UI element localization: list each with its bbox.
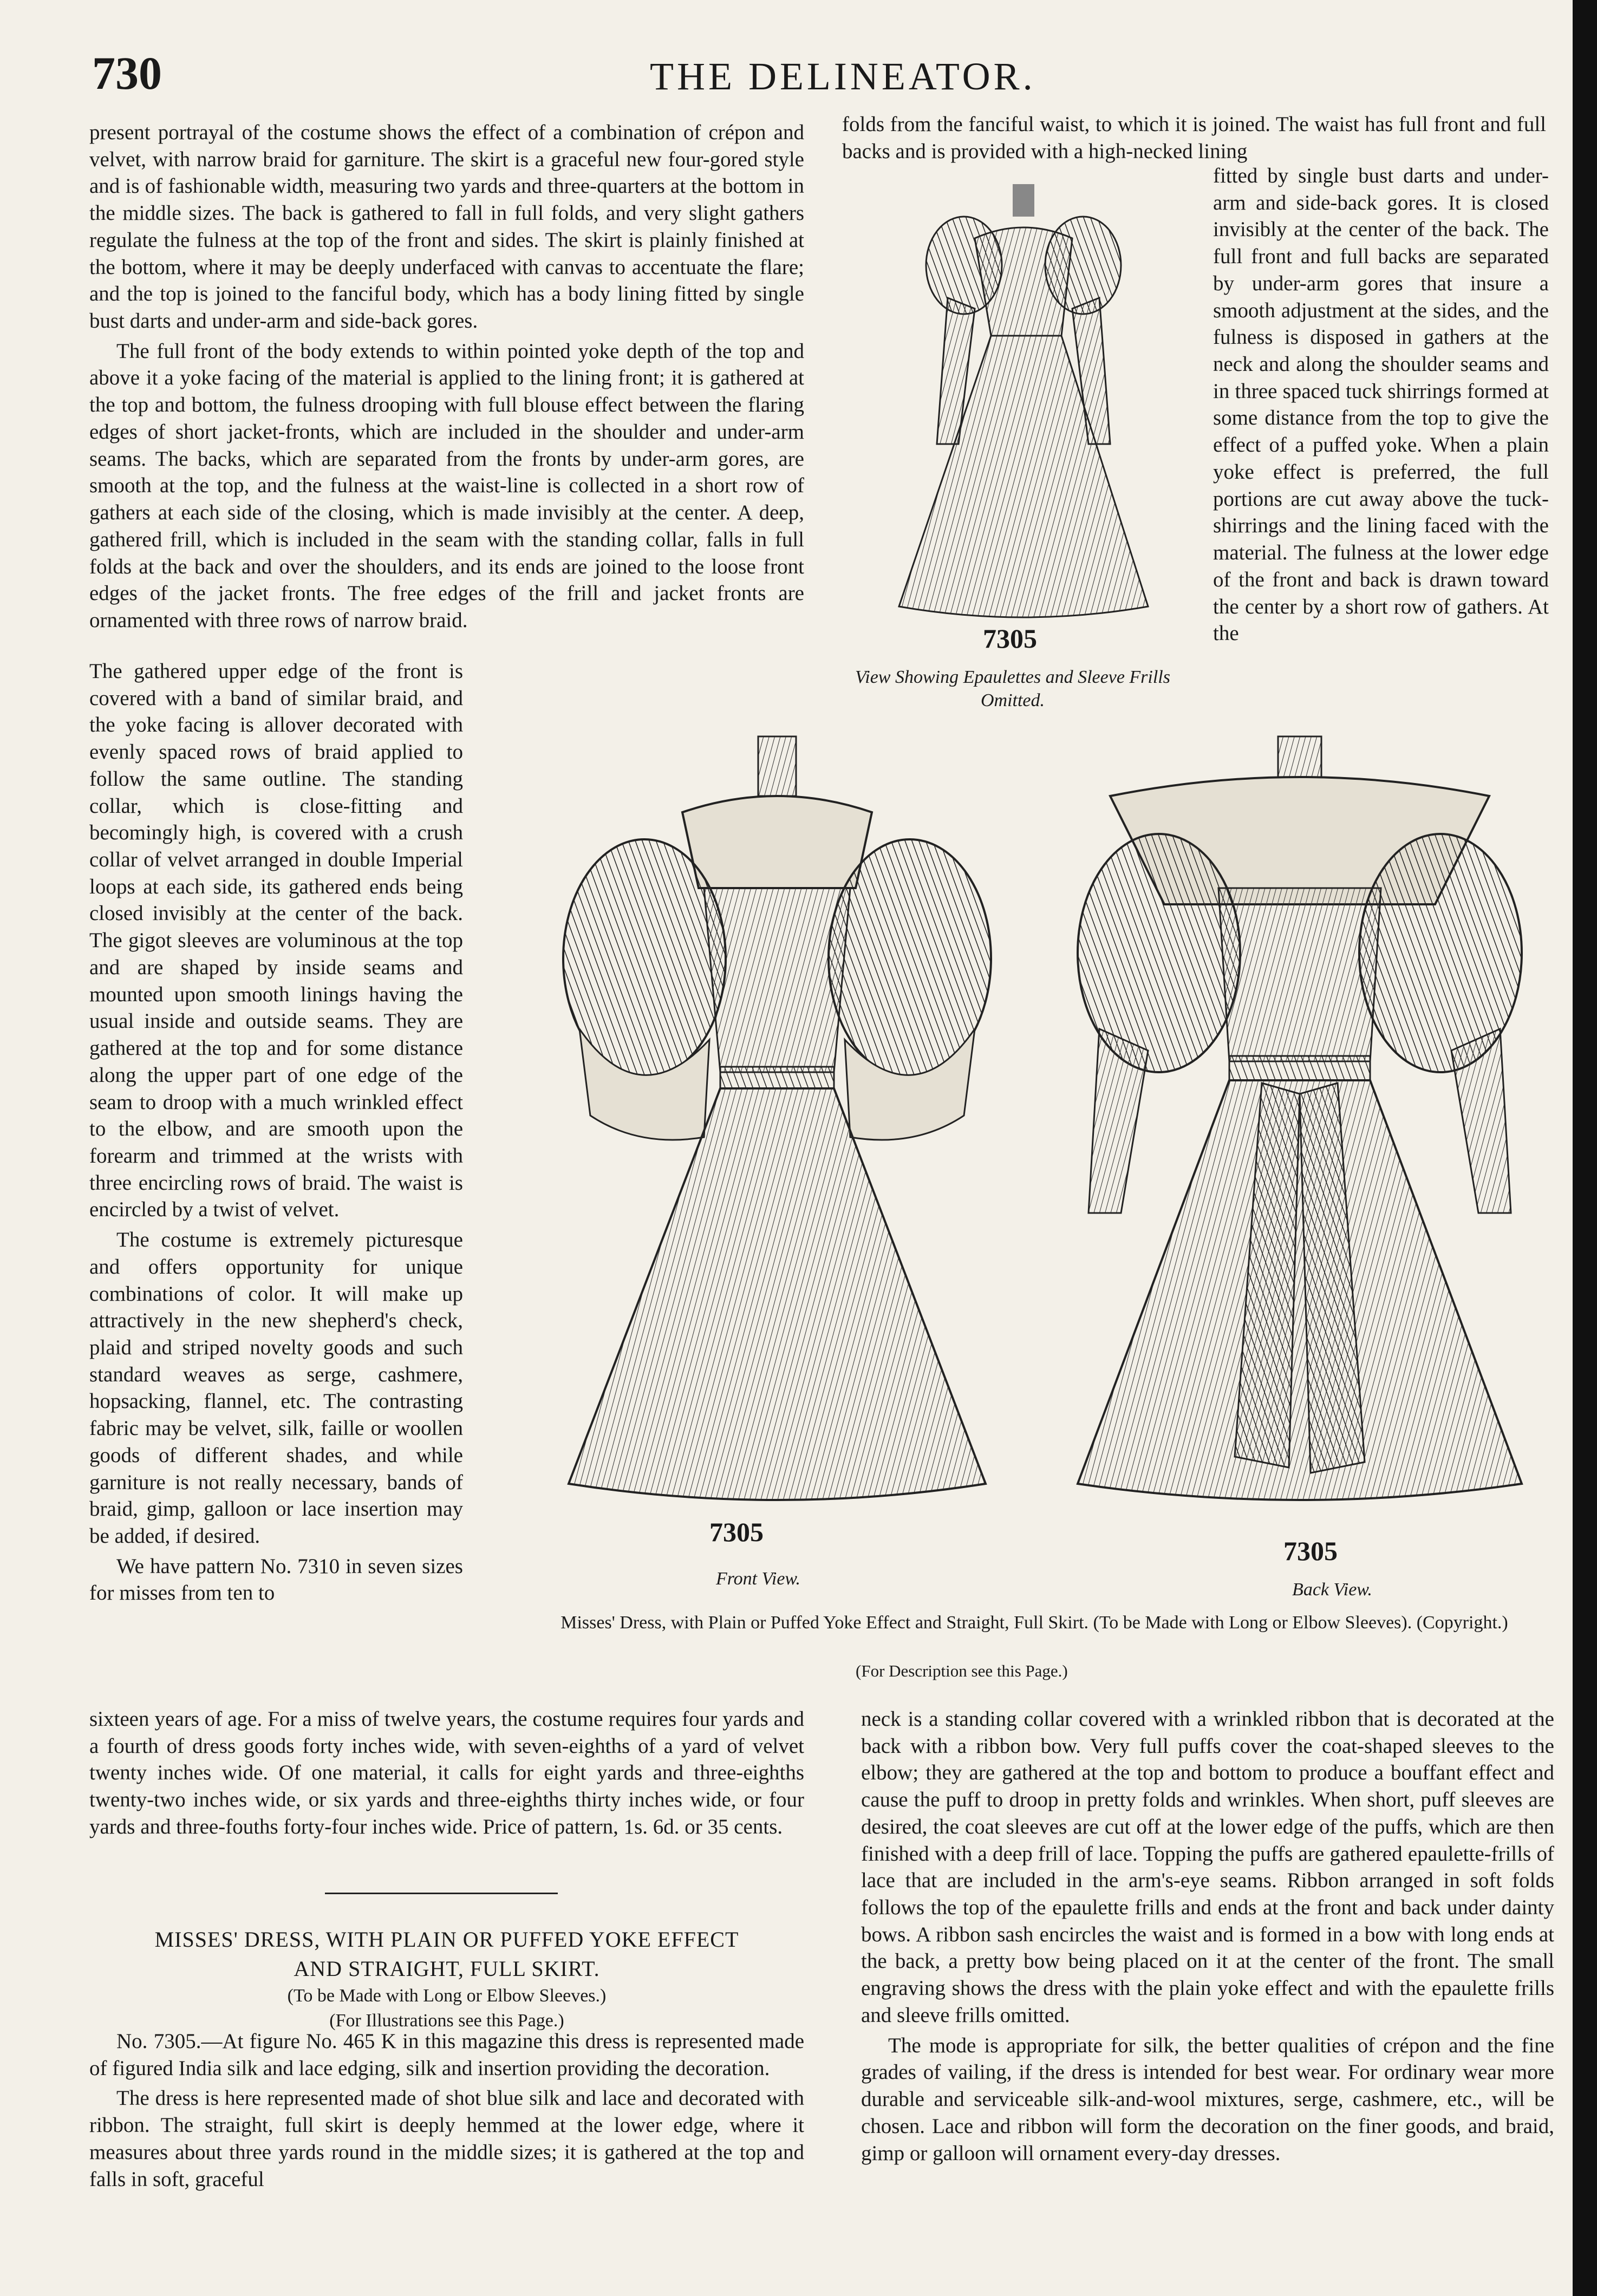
paragraph: neck is a standing collar covered with a wrinkled ribbon that is decorated at the back with a ribbon bow. Very full puffs cover the coat-shaped sleeves to the elbow; they are gathered at the top and bottom to produce a bouffant effect and cause the puff to droop in pretty folds and wrinkles. When short, puff sleeves are desired, the coat sleeves are cut off at the lower edge of the puffs, which are then finished with a deep frill of lace. Topping the puffs are gathered epaulette-frills of lace that are included in the arm's-eye seams. Ribbon arranged in soft folds follows the top of the epaulette frills and ends at the front and back under dainty bows. A ribbon sash encircles the waist and is formed in a bow with long ends at the back, a pretty bow being placed on it at the center of the front. The small engraving shows the dress with the plain yoke effect and with the epaulette frills and sleeve frills omitted. [861,1707,1554,2027]
back-view-illustration [1056,726,1543,1511]
paragraph: The mode is appropriate for silk, the better qualities of crépon and the fine grades of vailing, if the dress is intended for best wear. For ordinary wear more durable and serviceable silk-and-wool mixtures, serge, cashmere, etc., will be chosen. Lace and ribbon will form the decoration on the finer goods, and braid, gimp or galloon will ornament every-day dresses. [861,2033,1554,2165]
column-b-top [842,111,1546,168]
figure-title: Misses' Dress, with Plain or Puffed Yoke Effect and Straight, Full Skirt. (To be Made with Long or Elbow Sleeves). (Copyright.) [560,1613,1508,1633]
column-b-right [1213,162,1549,650]
paragraph: present portrayal of the costume shows the effect of a combination of crépon and velvet, with narrow braid for garniture. The skirt is a graceful new four-gored style and is of fashionable width, measuring two yards and three-quarters at the bottom in the middle sizes. The back is gathered to fall in full folds, and very slight gathers regulate the fulness at the top of the front and sides. The skirt is plainly finished at the bottom, where it may be deeply underfaced with canvas to accentuate the flare; and the top is joined to the fanciful body, which has a body lining fitted by single bust darts and under-arm and side-back gores. [89,121,804,333]
front-view-illustration [531,726,1018,1511]
section-heading [89,1925,804,2033]
section-divider [325,1893,558,1894]
paragraph: We have pattern No. 7310 in seven sizes for misses from ten to [89,1554,463,1605]
front-figure-number: 7305 [709,1517,764,1547]
small-figure-number: 7305 [983,623,1037,654]
back-figure-caption: Back View. [1292,1580,1372,1600]
column-a-section-body [89,2028,804,2196]
column-a-continued [89,1706,804,1844]
paragraph: The full front of the body extends to within pointed yoke depth of the top and above it a yoke facing of the material is applied to the lining front; it is gathered at the top and bottom, the fulness drooping with full blouse effect between the flaring edges of short jacket-fronts, which are included in the shoulder and under-arm seams. The backs, which are separated from the fronts by under-arm gores, are smooth at the top, and the fulness at the waist-line is collected in a short row of gathers at each side of the closing, which is made invisibly at the center. A deep, gathered frill, which is included in the seam with the standing collar, falls in full folds at the back and over the shoulders, and its ends are joined to the loose front edges of the jacket fronts. The free edges of the frill and jacket fronts are ornamented with three rows of narrow braid. [89,339,804,632]
paragraph: No. 7305.—At figure No. 465 K in this magazine this dress is represented made of figured India silk and lace edging, silk and insertion providing the decoration. [89,2030,804,2080]
paragraph: The gathered upper edge of the front is covered with a band of similar braid, and the yoke facing is allover decorated with evenly spaced rows of braid applied to follow the same outline. The standing collar, which is close-fitting and becomingly high, is covered with a crush collar of velvet arranged in double Imperial loops at each side, its gathered ends being closed invisibly at the center of the back. The gigot sleeves are voluminous at the top and are shaped by inside seams and mounted upon smooth linings having the usual inside and outside seams. They are gathered at the top and for some distance along the upper part of one edge of the seam to droop with a much wrinkled effect to the elbow, and are smooth upon the forearm and trimmed at the wrists with three encircling rows of braid. The waist is encircled by a twist of velvet. [89,660,463,1222]
column-narrow [89,658,463,1610]
paragraph: The costume is extremely picturesque and offers opportunity for unique combinations of color. It will make up attractively in the new shepherd's check, plaid and striped novelty goods and such standard weaves as serge, cashmere, hopsacking, flannel, etc. The contrasting fabric may be velvet, silk, faille or woollen goods of different shades, and while garniture is not really necessary, bands of braid, gimp, galloon or lace insertion may be added, if desired. [89,1228,463,1548]
back-figure-number: 7305 [1283,1536,1338,1566]
column-a-top [89,119,804,637]
running-title: THE DELINEATOR. [650,55,1036,98]
figure-reference: (For Description see this Page.) [856,1661,1068,1680]
paragraph: sixteen years of age. For a miss of twelve years, the costume requires four yards and a fourth of dress goods forty inches wide, with seven-eighths of a yard of velvet twenty inches wide. Of one material, it calls for eight yards and three-eighths twenty-two inches wide, or six yards and three-eighths thirty inches wide, or four yards and three-fouths forty-four inches wide. Price of pattern, 1s. 6d. or 35 cents. [89,1707,804,1838]
small-figure-caption: View Showing Epaulettes and Sleeve Frills Omitted. [855,667,1170,710]
heading-line-2: AND STRAIGHT, FULL SKIRT. [294,1956,600,1981]
paragraph: The dress is here represented made of shot blue silk and lace and decorated with ribbon. The straight, full skirt is deeply hemmed at the lower edge, where it measures about three yards round in the middle sizes; it is gathered at the top and falls in soft, graceful [89,2086,804,2191]
column-c [861,1706,1554,2170]
paragraph: folds from the fanciful waist, to which it is joined. The waist has full front and full backs and is provided with a high-necked lining [842,113,1546,163]
scan-edge-shadow [1573,0,1597,2296]
heading-ref: (For Illustrations see this Page.) [329,2010,564,2031]
front-figure-caption: Front View. [715,1569,801,1589]
page-number: 730 [92,47,162,99]
heading-line-1: MISSES' DRESS, WITH PLAIN OR PUFFED YOKE EFFECT [154,1927,739,1952]
heading-aside: (To be Made with Long or Elbow Sleeves.) [287,1986,607,2006]
small-dress-illustration [866,173,1191,634]
paragraph: fitted by single bust darts and under-arm and side-back gores. It is closed invisibly at the center of the back. The full front and full backs are separated by under-arm gores that insure a smooth adjustment at the sides, and the fulness is disposed in gathers at the neck and along the shoulder seams and in three spaced tuck shirrings formed at some distance from the top to give the effect of a puffed yoke. When a plain yoke effect is preferred, the full portions are cut away above the tuck-shirrings and the lining faced with the material. The fulness at the lower edge of the front and back is drawn toward the center by a short row of gathers. At the [1213,164,1549,645]
